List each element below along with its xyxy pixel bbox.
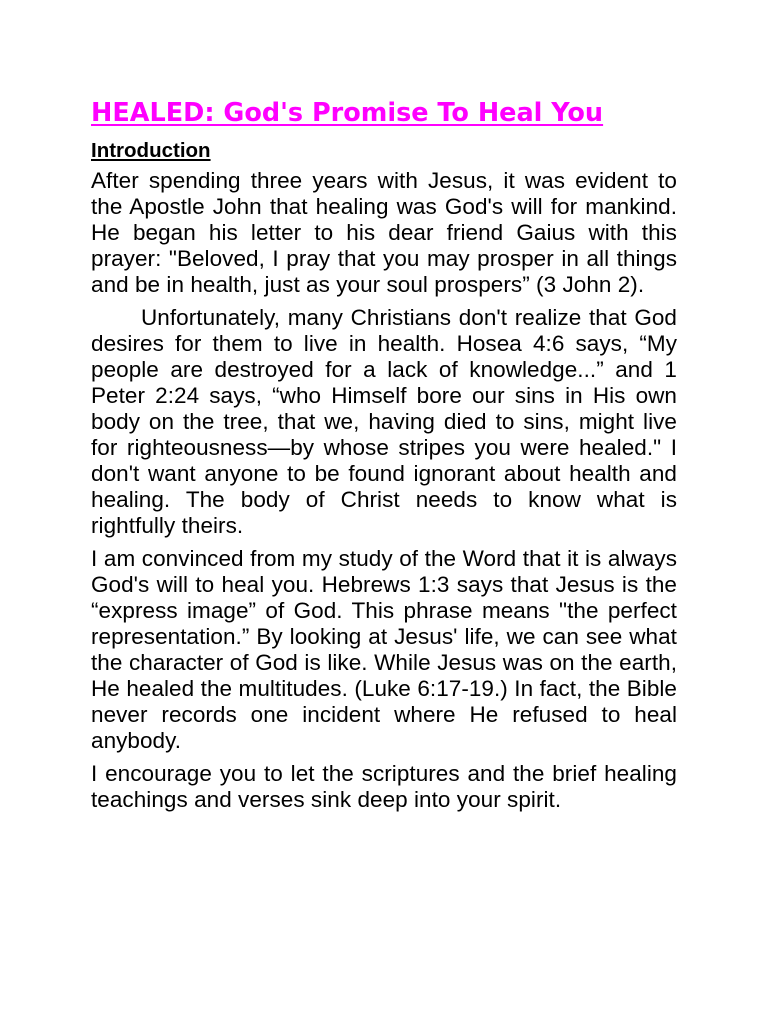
section-heading: Introduction <box>91 139 211 162</box>
document-title: HEALED: God's Promise To Heal You <box>91 98 604 128</box>
paragraph-2: Unfortunately, many Christians don't realize that God desires for them to live in health. Hosea 4:6 says, “My people are destroyed for a lack of knowledge...” and 1 Peter 2:24 says, “who Himself bore our sins in His own body on the tree, that we, having died to sins, might live for righteousness—by whose stripes you were healed." I don't want anyone to be found ignorant about health and healing. The body of Christ needs to know what is rightfully theirs. <box>91 305 677 538</box>
paragraph-1: After spending three years with Jesus, it was evident to the Apostle John that healing was God's will for mankind. He began his letter to his dear friend Gaius with this prayer: "Beloved, I pray that you may prosper in all things and be in health, just as your soul prospers” (3 John 2). <box>91 168 677 297</box>
paragraph-4: I encourage you to let the scriptures and the brief healing teachings and verses sink deep into your spirit. <box>91 761 677 812</box>
paragraph-3: I am convinced from my study of the Word that it is always God's will to heal you. Hebrews 1:3 says that Jesus is the “express image” of God. This phrase means "the perfect representation.” By looking at Jesus' life, we can see what the character of God is like. While Jesus was on the earth, He healed the multitudes. (Luke 6:17-19.) In fact, the Bible never records one incident where He refused to heal anybody. <box>91 546 677 753</box>
document-page <box>91 96 677 820</box>
